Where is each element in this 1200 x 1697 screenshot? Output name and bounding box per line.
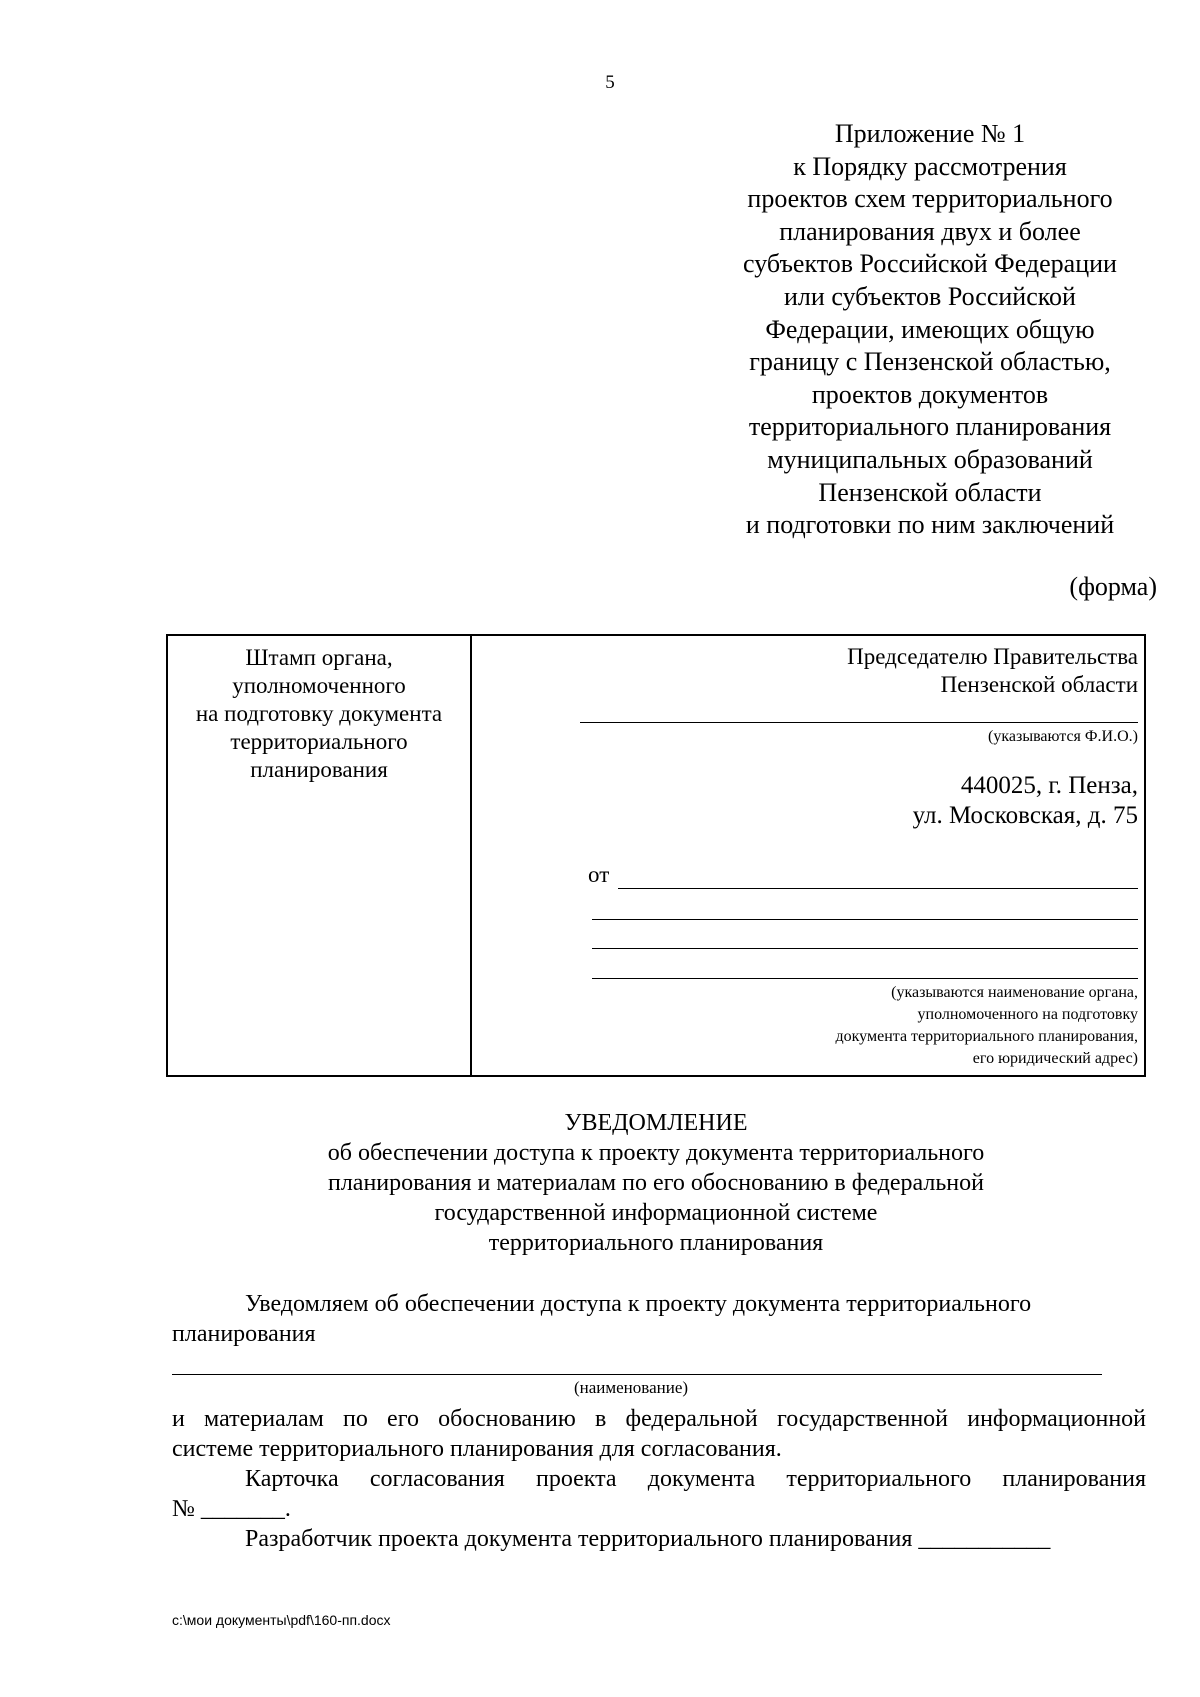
addressee-title: Председателю Правительства — [847, 644, 1138, 669]
addressee-cell — [472, 636, 1144, 1075]
from-hint: его юридический адрес) — [972, 1050, 1138, 1067]
fio-hint: (указываются Ф.И.О.) — [988, 728, 1138, 745]
stamp-line: на подготовку документа — [195, 701, 443, 726]
address-line: 440025, г. Пенза, — [960, 772, 1138, 799]
header-table — [166, 634, 1146, 1077]
appendix-line: Федерации, имеющих общую — [765, 314, 1095, 344]
title-line: территориального планирования — [488, 1230, 824, 1256]
from-field[interactable] — [592, 978, 1138, 979]
appendix-line: планирования двух и более — [779, 216, 1081, 246]
paragraph-notify: Уведомляем об обеспечении доступа к проекту документа территориального — [245, 1291, 1032, 1317]
appendix-line: проектов документов — [811, 379, 1049, 409]
from-field[interactable] — [618, 888, 1138, 889]
paragraph-card-number: № _______. — [172, 1496, 291, 1522]
stamp-line: Штамп органа, — [245, 645, 393, 670]
appendix-line: и подготовки по ним заключений — [745, 510, 1115, 540]
appendix-line: проектов схем территориального — [747, 184, 1113, 214]
name-hint: (наименование) — [573, 1378, 689, 1397]
appendix-line: к Порядку рассмотрения — [793, 151, 1067, 181]
title-line: УВЕДОМЛЕНИЕ — [564, 1110, 748, 1136]
paragraph-developer: Разработчик проекта документа территориального планирования ___________ — [245, 1526, 1051, 1552]
stamp-line: уполномоченного — [232, 673, 406, 698]
appendix-line: территориального планирования — [748, 412, 1112, 442]
stamp-cell — [168, 644, 470, 784]
from-hint: уполномоченного на подготовку — [917, 1006, 1138, 1023]
appendix-line: субъектов Российской Федерации — [743, 249, 1117, 279]
appendix-header — [690, 118, 1170, 542]
from-field[interactable] — [592, 919, 1138, 920]
from-label: от — [588, 862, 610, 887]
appendix-line: границу с Пензенской областью, — [749, 347, 1111, 377]
stamp-line: территориального — [230, 729, 408, 754]
paragraph-card: Карточка согласования проекта документа территориального планирования — [245, 1466, 1146, 1492]
footer-file-path: c:\мои документы\pdf\160-пп.docx — [172, 1612, 391, 1628]
stamp-line: планирования — [250, 757, 388, 782]
notice-title — [166, 1108, 1146, 1258]
addressee-region: Пензенской области — [940, 672, 1138, 697]
form-label: (форма) — [1069, 572, 1157, 601]
title-line: об обеспечении доступа к проекту документа территориального — [327, 1140, 985, 1166]
document-name-field[interactable] — [172, 1374, 1102, 1375]
address-line: ул. Московская, д. 75 — [912, 802, 1138, 829]
title-line: планирования и материалам по его обоснованию в федеральной — [327, 1170, 984, 1196]
appendix-line: Пензенской области — [818, 477, 1042, 507]
from-field[interactable] — [592, 948, 1138, 949]
from-hint: (указываются наименование органа, — [891, 984, 1138, 1001]
page-number: 5 — [605, 72, 615, 93]
fio-field[interactable] — [580, 722, 1138, 723]
appendix-line: Приложение № 1 — [834, 119, 1026, 148]
appendix-line: или субъектов Российской — [784, 281, 1076, 311]
title-line: государственной информационной системе — [434, 1200, 878, 1226]
paragraph-notify-cont: планирования — [172, 1321, 316, 1347]
from-hint: документа территориального планирования, — [835, 1028, 1138, 1045]
paragraph-materials-cont: системе территориального планирования для согласования. — [172, 1436, 782, 1462]
paragraph-materials: и материалам по его обоснованию в федеральной государственной информационной — [172, 1406, 1146, 1432]
appendix-line: муниципальных образований — [767, 444, 1093, 474]
